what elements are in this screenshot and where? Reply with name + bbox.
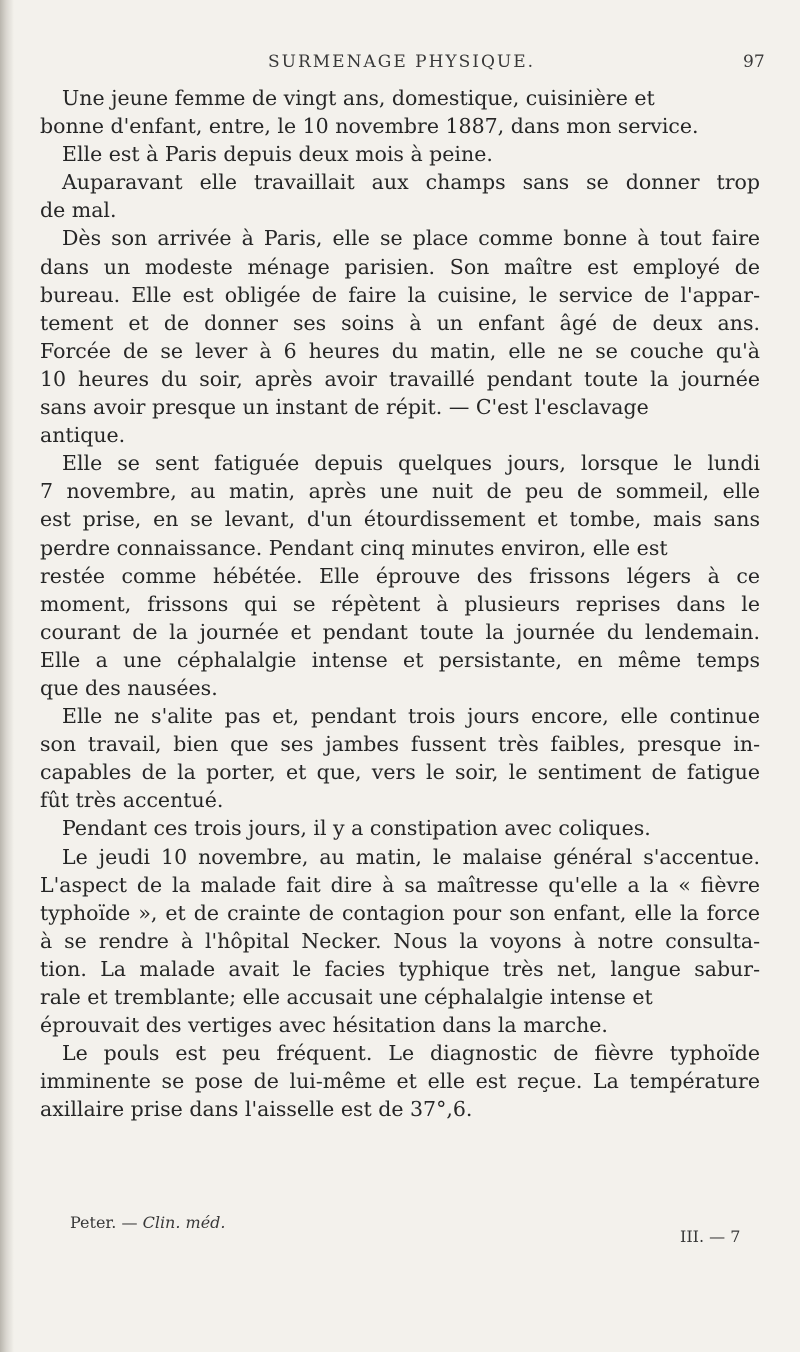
text-line: Elle ne s'alite pas et, pendant trois jours encore, elle continue — [62, 704, 760, 729]
text-line: Pendant ces trois jours, il y a constipation avec coliques. — [62, 816, 651, 841]
text-line: que des nausées. — [40, 675, 218, 700]
text-line: antique. — [40, 423, 126, 448]
footer-author: Peter. — — [70, 1213, 138, 1232]
text-line: dans un modeste ménage parisien. Son maître est employé de — [40, 254, 760, 279]
text-line: moment, frissons qui se répètent à plusieurs reprises dans le — [40, 591, 760, 616]
footer-reference — [70, 1213, 226, 1232]
text-line: tion. La malade avait le facies typhique très net, langue sabur- — [40, 956, 760, 981]
text-line: Le pouls est peu fréquent. Le diagnostic de fièvre typhoïde — [62, 1041, 760, 1066]
text-line: courant de la journée et pendant toute la journée du lendemain. — [40, 619, 760, 644]
text-line: fût très accentué. — [40, 788, 224, 813]
text-line: sans avoir presque un instant de répit. — C'est l'esclavage — [40, 395, 649, 420]
text-line: Le jeudi 10 novembre, au matin, le malaise général s'accentue. — [62, 844, 760, 869]
text-line: de mal. — [40, 198, 117, 223]
text-line: Elle se sent fatiguée depuis quelques jours, lorsque le lundi — [62, 451, 760, 476]
text-line: typhoïde », et de crainte de contagion pour son enfant, elle la force — [40, 900, 760, 925]
page-number: 97 — [743, 52, 765, 72]
text-line: 7 novembre, au matin, après une nuit de peu de sommeil, elle — [40, 479, 760, 504]
footer-work: Clin. méd. — [142, 1213, 226, 1232]
body-text — [40, 84, 760, 1123]
text-line: imminente se pose de lui-même et elle est reçue. La température — [40, 1069, 760, 1094]
text-line: à se rendre à l'hôpital Necker. Nous la voyons à notre consulta- — [40, 928, 760, 953]
text-line: son travail, bien que ses jambes fussent très faibles, presque in- — [40, 732, 760, 757]
text-line: Forcée de se lever à 6 heures du matin, elle ne se couche qu'à — [40, 338, 760, 363]
text-line: perdre connaissance. Pendant cinq minutes environ, elle est — [40, 535, 668, 560]
text-line: L'aspect de la malade fait dire à sa maîtresse qu'elle a la « fièvre — [40, 872, 760, 897]
page-footer — [0, 1213, 800, 1263]
text-line: tement et de donner ses soins à un enfant âgé de deux ans. — [40, 310, 760, 335]
text-line: Une jeune femme de vingt ans, domestique, cuisinière et — [62, 86, 655, 110]
text-line: capables de la porter, et que, vers le soir, le sentiment de fatigue — [40, 760, 760, 785]
text-line: éprouvait des vertiges avec hésitation dans la marche. — [40, 1013, 608, 1038]
page-binding-edge — [0, 0, 14, 1352]
text-line: bonne d'enfant, entre, le 10 novembre 1887, dans mon service. — [40, 114, 699, 139]
sheet-signature: III. — 7 — [680, 1227, 741, 1246]
page-header — [0, 48, 800, 82]
text-line: Dès son arrivée à Paris, elle se place comme bonne à tout faire — [62, 226, 760, 251]
text-line: axillaire prise dans l'aisselle est de 37°,6. — [40, 1097, 473, 1122]
text-line: est prise, en se levant, d'un étourdissement et tombe, mais sans — [40, 507, 760, 532]
text-line: 10 heures du soir, après avoir travaillé pendant toute la journée — [40, 366, 760, 391]
text-line: Elle a une céphalalgie intense et persistante, en même temps — [40, 647, 760, 672]
text-line: rale et tremblante; elle accusait une céphalalgie intense et — [40, 985, 653, 1009]
text-line: bureau. Elle est obligée de faire la cuisine, le service de l'appar- — [40, 282, 760, 307]
text-line: Elle est à Paris depuis deux mois à peine. — [62, 142, 493, 167]
text-line: Auparavant elle travaillait aux champs sans se donner trop — [62, 170, 760, 195]
running-title: SURMENAGE PHYSIQUE. — [268, 52, 536, 72]
text-line: restée comme hébétée. Elle éprouve des frissons légers à ce — [40, 563, 760, 588]
